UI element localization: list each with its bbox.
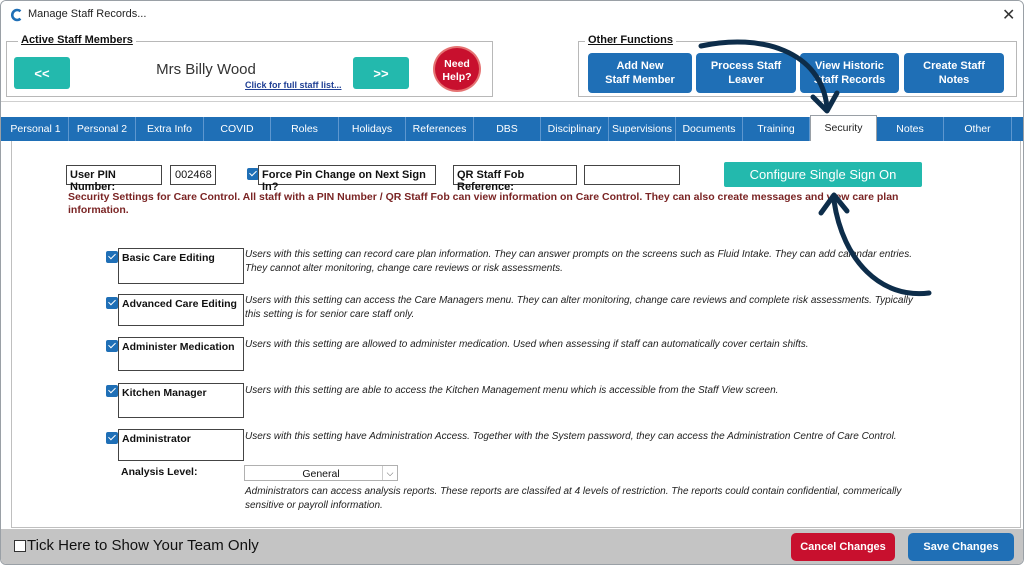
security-warning: Security Settings for Care Control. All staff with a PIN Number / QR Staff Fob can view information on Care Control. They can also create messages and view care plan information.: [68, 191, 899, 216]
analysis-level-value: General: [302, 468, 340, 480]
tab-personal-2[interactable]: Personal 2: [69, 117, 136, 141]
other-functions-label: Other Functions: [585, 34, 676, 46]
button-line: Add New: [616, 60, 664, 72]
tab-references[interactable]: References: [406, 117, 474, 141]
tab-training[interactable]: Training: [743, 117, 810, 141]
basic-care-desc: Users with this setting can record care plan information. They can answer prompts on the screens such as Fluid Intake. They can add calendar entries. They cannot alter monitoring, change care reviews or risk assessments.: [245, 249, 912, 274]
tab-documents[interactable]: Documents: [676, 117, 743, 141]
staff-name: Mrs Billy Wood: [156, 61, 256, 78]
button-line: Leaver: [728, 74, 764, 86]
button-line: Notes: [938, 74, 970, 86]
tab-covid[interactable]: COVID: [204, 117, 271, 141]
button-line: Process Staff: [710, 60, 782, 72]
next-staff-button[interactable]: >>: [353, 57, 409, 89]
kitchen-manager-label: Kitchen Manager: [118, 383, 244, 418]
active-staff-label: Active Staff Members: [18, 34, 136, 46]
tab-security[interactable]: Security: [810, 115, 877, 141]
administer-medication-desc: Users with this setting are allowed to administer medication. Used when assessing if staff can automatically cover certain shifts.: [245, 339, 809, 350]
save-changes-button[interactable]: Save Changes: [908, 533, 1014, 561]
advanced-care-desc: Users with this setting can access the Care Managers menu. They can alter monitoring, change care reviews and complete risk assessments. Typically this setting is for senior care staff only.: [245, 295, 913, 320]
team-only-label: Tick Here to Show Your Team Only: [27, 537, 259, 554]
tab-dbs[interactable]: DBS: [474, 117, 541, 141]
tab-holidays[interactable]: Holidays: [339, 117, 406, 141]
team-only-checkbox[interactable]: [14, 540, 26, 552]
button-line: View Historic: [815, 60, 884, 72]
pin-input[interactable]: 002468: [170, 165, 216, 185]
cancel-changes-button[interactable]: Cancel Changes: [791, 533, 895, 561]
administer-medication-label: Administer Medication: [118, 337, 244, 371]
tab-roles[interactable]: Roles: [271, 117, 339, 141]
force-pin-label: Force Pin Change on Next Sign In?: [258, 165, 436, 185]
chevron-down-icon: ⌵: [382, 466, 397, 480]
tab-personal-1[interactable]: Personal 1: [3, 117, 69, 141]
basic-care-label: Basic Care Editing: [118, 248, 244, 284]
analysis-level-desc: Administrators can access analysis reports. These reports are classifed at 4 levels of restriction. The reports could contain confidential, commerically sensitive or payroll information.: [245, 486, 902, 511]
tab-other[interactable]: Other: [944, 117, 1012, 141]
button-line: Create Staff: [923, 60, 985, 72]
previous-staff-button[interactable]: <<: [14, 57, 70, 89]
annotation-arrows: [1, 1, 1023, 564]
administrator-desc: Users with this setting have Administration Access. Together with the System password, they can access the Administration Centre of Care Control.: [245, 431, 897, 442]
button-line: Staff Records: [813, 74, 886, 86]
help-line-2: Help?: [442, 71, 472, 83]
window-title: Manage Staff Records...: [28, 8, 147, 20]
arrow-to-security-tab: [701, 42, 827, 107]
tab-notes[interactable]: Notes: [877, 117, 944, 141]
tab-disciplinary[interactable]: Disciplinary: [541, 117, 609, 141]
pin-label: User PIN Number:: [66, 165, 162, 185]
button-line: Staff Member: [605, 74, 675, 86]
configure-sso-button[interactable]: Configure Single Sign On: [724, 162, 922, 187]
administrator-label: Administrator: [118, 429, 244, 461]
help-line-1: Need: [444, 58, 470, 70]
kitchen-manager-desc: Users with this setting are able to access the Kitchen Management menu which is accessible from the Staff View screen.: [245, 385, 779, 396]
analysis-level-label: Analysis Level:: [121, 466, 198, 478]
tab-supervisions[interactable]: Supervisions: [609, 117, 676, 141]
arrow-to-sso-button: [834, 201, 929, 294]
full-staff-list-link[interactable]: Click for full staff list...: [245, 80, 342, 90]
close-icon[interactable]: ✕: [1002, 7, 1016, 24]
tab-extra-info[interactable]: Extra Info: [136, 117, 204, 141]
advanced-care-label: Advanced Care Editing: [118, 294, 244, 326]
fob-label: QR Staff Fob Reference:: [453, 165, 577, 185]
